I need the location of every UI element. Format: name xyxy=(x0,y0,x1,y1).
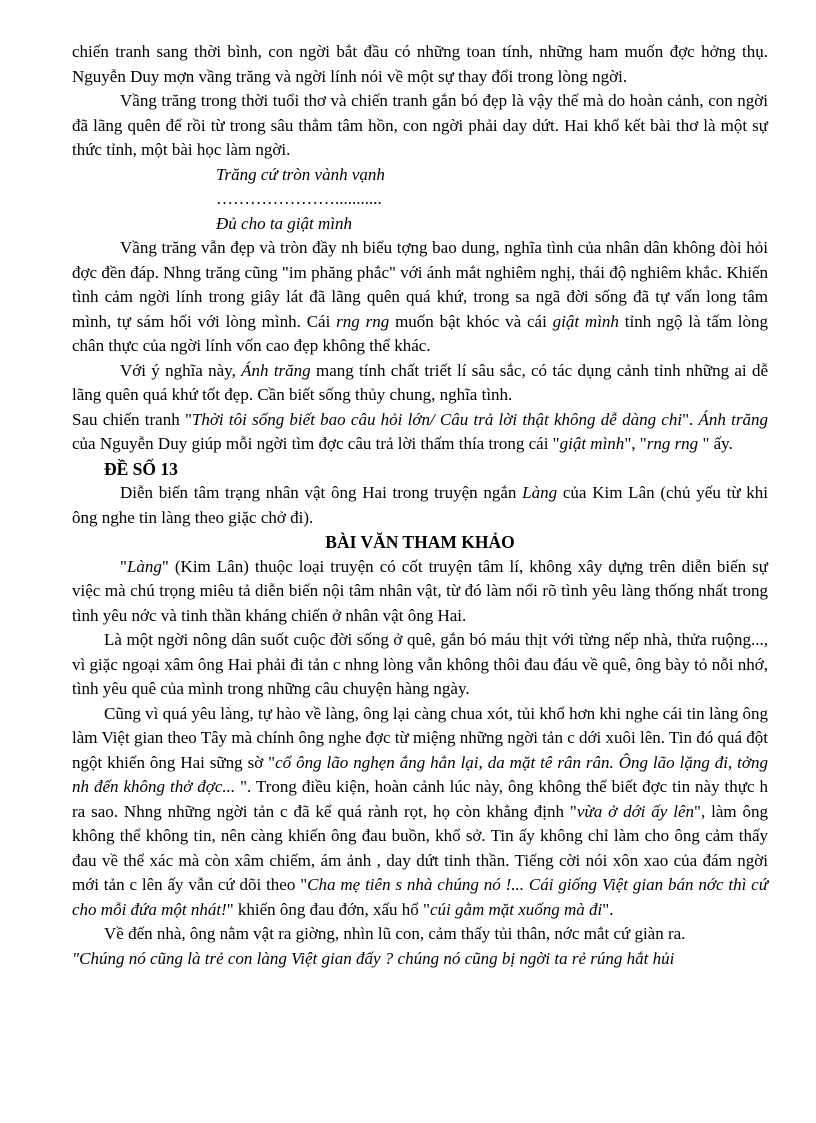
paragraph: Về đến nhà, ông nằm vật ra giờng, nhìn lũ con, cảm thấy tủi thân, nớc mắt cứ giàn ra. xyxy=(104,924,686,943)
document-page xyxy=(72,40,768,971)
paragraph: Sau chiến tranh "Thời tôi sống biết bao câu hỏi lớn/ Câu trả lời thật không dễ dàng chi". Ánh trăng của Nguyễn Duy giúp mỗi ngời tìm đợc câu trả lời thấm thía trong cái "giật mình", "rng rng " ấy. xyxy=(72,409,768,453)
paragraph: Vầng trăng vẫn đẹp và tròn đầy nh biểu tợng bao dung, nghĩa tình của nhân dân không đòi hỏi đợc đền đáp. Nhng trăng cũng "im phăng phắc" với ánh mắt nghiêm nghị, thái độ nghiêm khắc. Khiến tình cảm ngời lính trong giây lát đã lãng quên quá khứ, trong sa ngã đời sống đã tự vấn long tâm mình, tự sám hối với lòng mình. Cái rng rng muốn bật khóc và cái giật mình tỉnh ngộ là tấm lòng chân thực của ngời lính vốn cao đẹp không thể khác. xyxy=(72,238,769,355)
section-heading: ĐỀ SỐ 13 xyxy=(104,458,178,479)
paragraph: "Chúng nó cũng là trẻ con làng Việt gian đấy ? chúng nó cũng bị ngời ta rẻ rúng hắt hủi xyxy=(72,948,675,968)
poem-line: Trăng cứ tròn vành vạnh xyxy=(216,164,385,184)
essay-title: BÀI VĂN THAM KHẢO xyxy=(325,532,515,552)
paragraph: Cũng vì quá yêu làng, tự hào về làng, ông lại càng chua xót, tủi khổ hơn khi nghe cái tin làng ông làm Việt gian theo Tây mà chính ông nghe đợc từ miệng những ngời tản c dới xuôi lên. Tin đó quá đột ngột khiến ông Hai sững sờ "cổ ông lão nghẹn ắng hẳn lại, da mặt tê rân rân. Ông lão lặng đi, tởng nh đến không thở đợc... ". Trong điều kiện, hoàn cảnh lúc này, ông không thể biết đợc tin này thực h ra sao. Nhng những ngời tản c đã kể quá rành rọt, họ còn khẳng định "vừa ở dới ấy lên", làm ông không thể không tin, nên càng khiến ông đau buồn, khổ sở. Tin ấy không chỉ làm cho ông cảm thấy đau về thể xác mà còn xâm chiếm, ám ảnh , day dứt tinh thần. Tiếng cời nói xôn xao của đám ngời mới tản c lên ấy vẫn cứ dõi theo "Cha mẹ tiên s nhà chúng nó !... Cái giống Việt gian bán nớc thì cứ cho mỗi đứa một nhát!" khiến ông đau đớn, xấu hổ "cúi gằm mặt xuống mà đi". xyxy=(72,703,769,919)
paragraph: Vầng trăng trong thời tuổi thơ và chiến tranh gắn bó đẹp là vậy thế mà do hoàn cảnh, con ngời đã lãng quên để rồi từ trong sâu thẳm tâm hồn, con ngời phải day dứt. Hai khổ kết bài thơ là một sự thức tỉnh, một bài học làm ngời. xyxy=(72,91,768,159)
prompt-paragraph: Diễn biến tâm trạng nhân vật ông Hai trong truyện ngắn Làng của Kim Lân (chủ yếu từ khi ông nghe tin làng theo giặc chở đi). xyxy=(72,483,768,527)
paragraph: "Làng" (Kim Lân) thuộc loại truyện có cốt truyện tâm lí, không xây dựng trên diễn biến sự việc mà chú trọng miêu tả diễn biến nội tâm nhân vật, từ đó làm nổi rõ tình yêu làng thống nhất trong tình yêu nớc và tinh thần kháng chiến ở nhân vật ông Hai. xyxy=(72,556,768,625)
poem-line: Đủ cho ta giật mình xyxy=(216,213,352,233)
poem-ellipsis: …………………........... xyxy=(216,189,382,208)
paragraph: chiến tranh sang thời bình, con ngời bắt đầu có những toan tính, những ham muốn đợc hởng thụ. Nguyễn Duy mợn vầng trăng và ngời lính nói về một sự thay đổi trong lòng ngời. xyxy=(72,42,768,86)
paragraph: Với ý nghĩa này, Ánh trăng mang tính chất triết lí sâu sắc, có tác dụng cảnh tỉnh những ai dễ lãng quên quá khứ tốt đẹp. Cần biết sống thủy chung, nghĩa tình. xyxy=(72,360,768,404)
paragraph: Là một ngời nông dân suốt cuộc đời sống ở quê, gắn bó máu thịt với từng nếp nhà, thửa ruộng..., vì giặc ngoại xâm ông Hai phải đi tản c nhng lòng vẫn không thôi đau đáu về quê, ông bày tỏ nỗi nhớ, tình yêu quê của mình trong những câu chuyện hàng ngày. xyxy=(72,630,768,698)
